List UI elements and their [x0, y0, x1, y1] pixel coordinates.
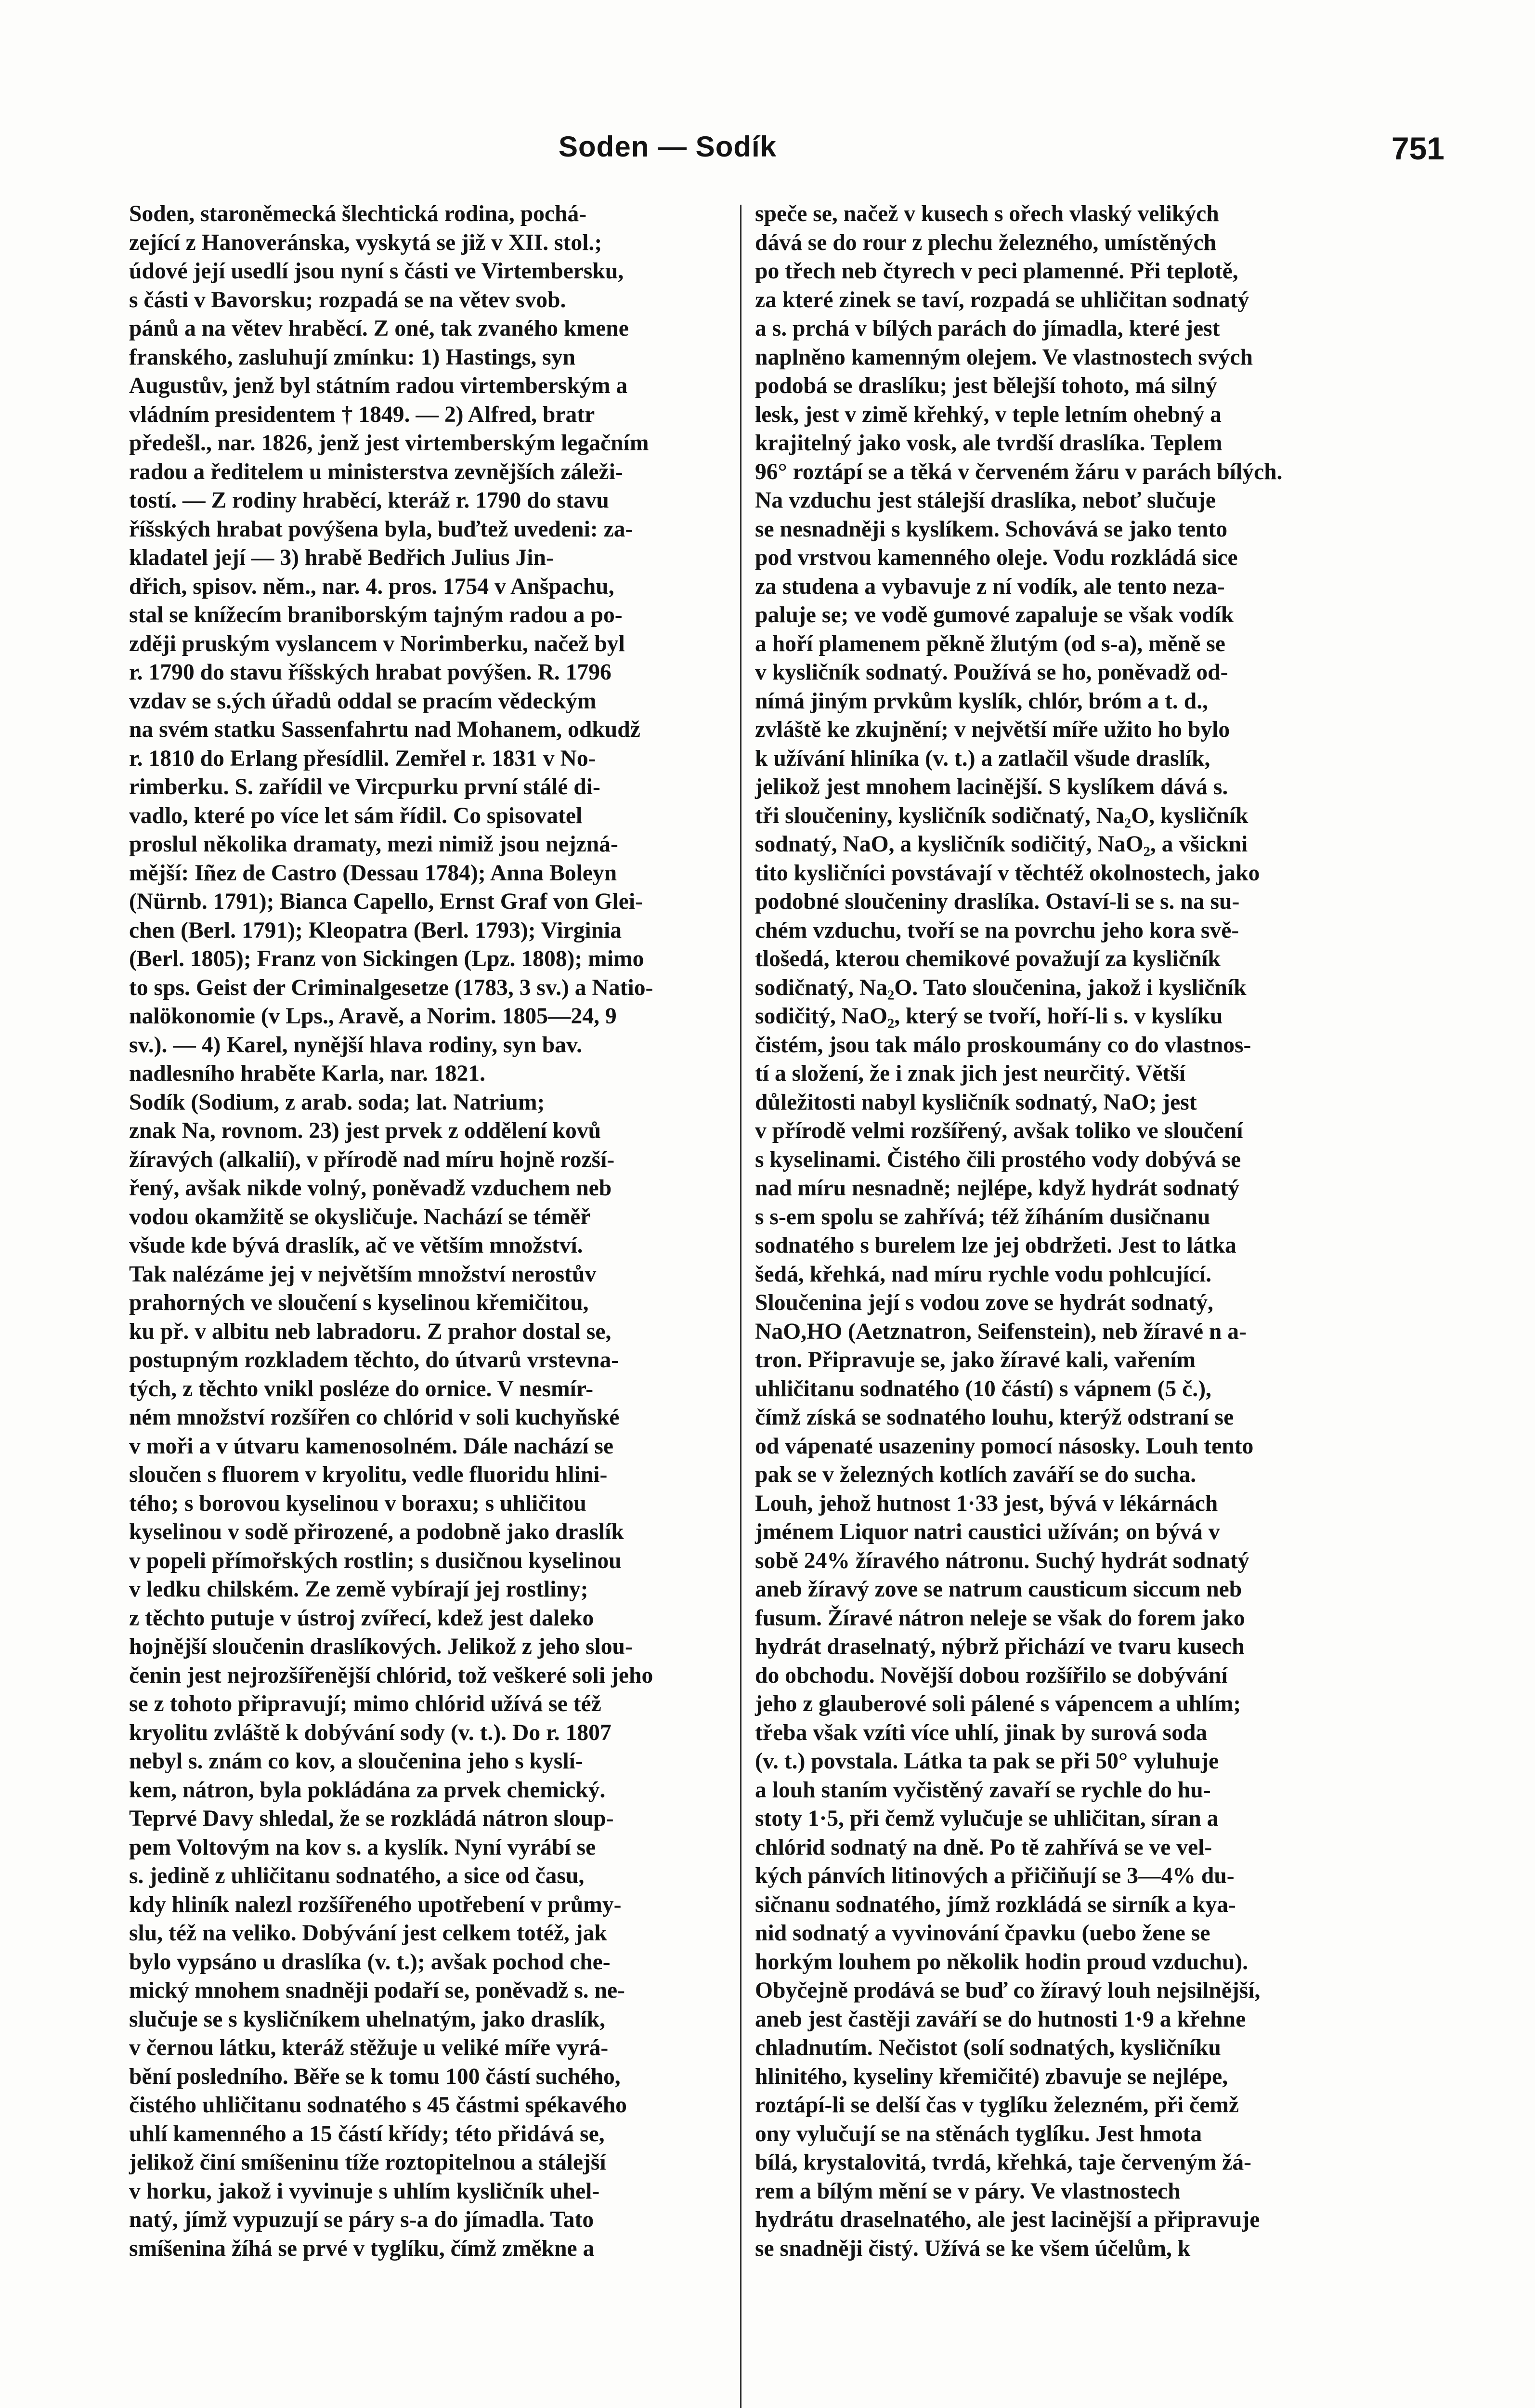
- text-line: ony vylučují se na stěnách tyglíku. Jest hmota: [755, 2121, 1202, 2146]
- text-line: Sodík (Sodium, z arab. soda; lat. Natrium;: [129, 1089, 545, 1115]
- text-line: r. 1810 do Erlang přesídlil. Zemřel r. 1831 v No-: [129, 746, 596, 771]
- text-line: hlinitého, kyseliny křemičité) zbavuje se nejlépe,: [755, 2064, 1228, 2089]
- text-line: rem a bílým mění se v páry. Ve vlastnostech: [755, 2178, 1181, 2204]
- text-line: čistého uhličitanu sodnatého s 45 částmi spékavého: [129, 2093, 627, 2118]
- text-line: tého; s borovou kyselinou v boraxu; s uhličitou: [129, 1491, 586, 1516]
- text-line: nid sodnatý a vyvinování čpavku (uebo žene se: [755, 1921, 1210, 1946]
- text-line: kých pánvích litinových a přičiňují se 3—4% du-: [755, 1863, 1235, 1888]
- text-line: se z tohoto připravují; mimo chlórid užívá se též: [129, 1691, 601, 1716]
- text-line: kyselinou v sodě přirozené, a podobně jako draslík: [129, 1519, 624, 1544]
- text-line: zející z Hanoveránska, vyskytá se již v XII. stol.;: [129, 230, 602, 255]
- text-line: franského, zasluhují zmínku: 1) Hastings, syn: [129, 344, 575, 370]
- text-line: a s. prchá v bílých parách do jímadla, které jest: [755, 316, 1220, 341]
- text-line: jelikož činí smíšeninu tíže roztopitelnou a stálejší: [129, 2150, 606, 2175]
- text-line: mější: Iñez de Castro (Dessau 1784); Anna Boleyn: [129, 860, 617, 886]
- text-line: Sloučenina její s vodou zove se hydrát sodnatý,: [755, 1290, 1213, 1315]
- text-line: s. jedině z uhličitanu sodnatého, a sice od času,: [129, 1863, 585, 1888]
- text-line: nímá jiným prvkům kyslík, chlór, bróm a t. d.,: [755, 688, 1208, 714]
- text-line: postupným rozkladem těchto, do útvarů vrstevna-: [129, 1348, 619, 1373]
- text-line: tron. Připravuje se, jako žíravé kali, vařením: [755, 1348, 1196, 1373]
- text-line: uhličitanu sodnatého (10 částí) s vápnem (5 č.),: [755, 1376, 1211, 1401]
- text-line: tí a složení, že i znak jich jest neurčitý. Větší: [755, 1061, 1185, 1086]
- text-line: od vápenaté usazeniny pomocí násosky. Louh tento: [755, 1433, 1254, 1459]
- text-line: čenin jest nejrozšířenější chlórid, tož veškeré soli jeho: [129, 1662, 653, 1688]
- text-line: natý, jímž vypuzují se páry s-a do jímadla. Tato: [129, 2207, 594, 2232]
- text-line: sodnatého s burelem lze jej obdržeti. Jest to látka: [755, 1233, 1236, 1258]
- text-line: nad míru nesnadně; nejlépe, když hydrát sodnatý: [755, 1176, 1240, 1201]
- text-line: kdy hliník nalezl rozšířeného upotřebení v průmy-: [129, 1892, 622, 1917]
- text-line: 96° roztápí se a těká v červeném žáru v parách bílých.: [755, 459, 1283, 484]
- text-line: speče se, načež v kusech s ořech vlaský velikých: [755, 201, 1219, 226]
- text-line: chladnutím. Nečistot (solí sodnatých, kysličníku: [755, 2035, 1221, 2060]
- text-line: sodičitý, NaO₂, který se tvoří, hoří-li s. v kyslíku: [755, 1004, 1223, 1029]
- text-line: vládním presidentem † 1849. — 2) Alfred, bratr: [129, 402, 595, 427]
- text-line: znak Na, rovnom. 23) jest prvek z oddělení kovů: [129, 1118, 601, 1143]
- column-divider: [740, 205, 741, 2408]
- text-line: Na vzduchu jest stálejší draslíka, neboť slučuje: [755, 488, 1216, 513]
- text-line: to sps. Geist der Criminalgesetze (1783, 3 sv.) a Natio-: [129, 975, 653, 1000]
- text-line: vodou okamžitě se okysličuje. Nachází se téměř: [129, 1204, 591, 1230]
- text-line: proslul několika dramaty, mezi nimiž jsou nejzná-: [129, 832, 618, 857]
- text-line: v přírodě velmi rozšířený, avšak toliko ve sloučení: [755, 1118, 1243, 1143]
- text-line: jménem Liquor natri caustici užíván; on bývá v: [755, 1519, 1220, 1544]
- text-line: nalökonomie (v Lps., Aravě, a Norim. 1805—24, 9: [129, 1004, 617, 1029]
- text-line: kem, nátron, byla pokládána za prvek chemický.: [129, 1777, 606, 1803]
- text-line: tito kysličníci povstávají v těchtéž okolnostech, jako: [755, 860, 1260, 886]
- text-line: v černou látku, kteráž stěžuje u veliké míře vyrá-: [129, 2035, 609, 2060]
- page-header: [125, 130, 1444, 178]
- text-line: po třech neb čtyrech v peci plamenné. Při teplotě,: [755, 259, 1238, 284]
- text-line: (v. t.) povstala. Látka ta pak se při 50° vyluhuje: [755, 1749, 1219, 1774]
- text-line: Augustův, jenž byl státním radou virtemberským a: [129, 373, 628, 398]
- text-line: (Berl. 1805); Franz von Sickingen (Lpz. 1808); mimo: [129, 946, 644, 971]
- text-line: tři sloučeniny, kysličník sodičnatý, Na₂O, kysličník: [755, 803, 1249, 828]
- text-line: důležitosti nabyl kysličník sodnatý, NaO; jest: [755, 1089, 1197, 1115]
- text-line: hydrátu draselnatého, ale jest lacinější a připravuje: [755, 2207, 1260, 2232]
- left-text-column: [129, 200, 750, 2263]
- text-line: stal se knížecím braniborským tajným radou a po-: [129, 602, 623, 628]
- text-line: r. 1790 do stavu říšských hrabat povýšen. R. 1796: [129, 660, 611, 685]
- text-line: kladatel její — 3) hrabě Bedřich Julius Jin-: [129, 545, 554, 570]
- text-line: s s-em spolu se zahřívá; též žíháním dusičnanu: [755, 1204, 1210, 1230]
- text-line: horkým louhem po několik hodin proud vzduchu).: [755, 1949, 1249, 1975]
- text-line: a louh staním vyčistěný zavaří se rychle do hu-: [755, 1777, 1211, 1803]
- text-line: ném množství rozšířen co chlórid v soli kuchyňské: [129, 1405, 620, 1430]
- text-line: hojnější sloučenin draslíkových. Jelikož z jeho slou-: [129, 1634, 633, 1659]
- text-line: sloučen s fluorem v kryolitu, vedle fluoridu hlini-: [129, 1462, 608, 1487]
- text-line: se snadněji čistý. Užívá se ke všem účelům, k: [755, 2236, 1191, 2261]
- text-line: v moři a v útvaru kamenosolném. Dále nachází se: [129, 1433, 614, 1459]
- text-line: z těchto putuje v ústroj zvířecí, kdež jest daleko: [129, 1605, 594, 1631]
- text-line: paluje se; ve vodě gumové zapaluje se však vodík: [755, 602, 1234, 628]
- text-line: roztápí-li se delší čas v tyglíku železném, při čemž: [755, 2093, 1239, 2118]
- text-line: za studena a vybavuje z ní vodík, ale tento neza-: [755, 574, 1225, 599]
- text-line: aneb žíravý zove se natrum causticum siccum neb: [755, 1577, 1242, 1602]
- text-line: chen (Berl. 1791); Kleopatra (Berl. 1793); Virginia: [129, 917, 622, 943]
- text-line: všude kde bývá draslík, ač ve větším množství.: [129, 1233, 583, 1258]
- text-line: šedá, křehká, nad míru rychle vodu pohlcující.: [755, 1261, 1212, 1287]
- text-line: zvláště ke zkujnění; v největší míře užito ho bylo: [755, 717, 1230, 742]
- text-line: ku př. v albitu neb labradoru. Z prahor dostal se,: [129, 1319, 611, 1344]
- text-line: pem Voltovým na kov s. a kyslík. Nyní vyrábí se: [129, 1834, 596, 1860]
- text-line: podobá se draslíku; jest bělejší tohoto, má silný: [755, 373, 1217, 398]
- text-line: s kyselinami. Čistého čili prostého vody dobývá se: [755, 1147, 1241, 1172]
- right-text-column: [755, 200, 1376, 2263]
- text-line: Soden, staroněmecká šlechtická rodina, pochá-: [129, 201, 587, 226]
- running-title: Soden — Sodík: [559, 131, 777, 163]
- text-line: chlórid sodnatý na dně. Po tě zahřívá se ve vel-: [755, 1834, 1212, 1860]
- text-line: nadlesního hraběte Karla, nar. 1821.: [129, 1061, 485, 1086]
- text-line: vzdav se s.ých úřadů oddal se pracím vědeckým: [129, 688, 597, 714]
- text-line: bylo vypsáno u draslíka (v. t.); avšak pochod che-: [129, 1949, 611, 1975]
- text-line: říšských hrabat povýšena byla, buďtež uvedeni: za-: [129, 516, 633, 542]
- text-line: dává se do rour z plechu železného, umístěných: [755, 230, 1217, 255]
- text-line: krajitelný jako vosk, ale tvrdší draslíka. Teplem: [755, 431, 1223, 456]
- text-line: radou a ředitelem u ministerstva zevnějších záleži-: [129, 459, 623, 484]
- text-line: bílá, krystalovitá, tvrdá, křehká, taje červeným žá-: [755, 2150, 1252, 2175]
- text-line: bění posledního. Běře se k tomu 100 částí suchého,: [129, 2064, 621, 2089]
- text-line: tlošedá, kterou chemikové považují za kysličník: [755, 946, 1221, 971]
- text-line: k užívání hliníka (v. t.) a zatlačil všude draslík,: [755, 746, 1210, 771]
- text-line: naplněno kamenným olejem. Ve vlastnostech svých: [755, 344, 1253, 370]
- text-line: v horku, jakož i vyvinuje s uhlím kysličník uhel-: [129, 2178, 600, 2204]
- text-line: vadlo, které po více let sám řídil. Co spisovatel: [129, 803, 583, 828]
- text-line: do obchodu. Novější dobou rozšířilo se dobývání: [755, 1662, 1228, 1688]
- text-line: zději pruským vyslancem v Norimberku, načež byl: [129, 631, 625, 656]
- text-line: na svém statku Sassenfahrtu nad Mohanem, odkudž: [129, 717, 640, 742]
- text-line: čímž získá se sodnatého louhu, kterýž odstraní se: [755, 1405, 1234, 1430]
- text-line: slu, též na veliko. Dobývání jest celkem totéž, jak: [129, 1921, 607, 1946]
- text-line: tostí. — Z rodiny hraběcí, kteráž r. 1790 do stavu: [129, 488, 609, 513]
- text-line: slučuje se s kysličníkem uhelnatým, jako draslík,: [129, 2006, 606, 2032]
- text-line: v kysličník sodnatý. Používá se ho, poněvadž od-: [755, 660, 1228, 685]
- text-line: řený, avšak nikde volný, poněvadž vzduchem neb: [129, 1176, 612, 1201]
- text-line: pánů a na větev hraběcí. Z oné, tak zvaného kmene: [129, 316, 629, 341]
- text-line: uhlí kamenného a 15 částí křídy; této přidává se,: [129, 2121, 605, 2146]
- text-line: Tak nalézáme jej v největším množství nerostův: [129, 1261, 597, 1287]
- text-line: fusum. Žíravé nátron neleje se však do forem jako: [755, 1605, 1245, 1631]
- text-line: za které zinek se taví, rozpadá se uhličitan sodnatý: [755, 287, 1249, 313]
- text-line: sobě 24% žíravého nátronu. Suchý hydrát sodnatý: [755, 1548, 1249, 1573]
- text-line: pod vrstvou kamenného oleje. Vodu rozkládá sice: [755, 545, 1238, 570]
- text-line: dřich, spisov. něm., nar. 4. pros. 1754 v Anšpachu,: [129, 574, 614, 599]
- text-line: smíšenina žíhá se prvé v tyglíku, čímž změkne a: [129, 2236, 595, 2261]
- text-line: sičnanu sodnatého, jímž rozkládá se sirník a kya-: [755, 1892, 1236, 1917]
- text-line: se nesnadněji s kyslíkem. Schovává se jako tento: [755, 516, 1228, 542]
- text-line: tých, z těchto vnikl posléze do ornice. V nesmír-: [129, 1376, 594, 1401]
- text-line: třeba však vzíti více uhlí, jinak by surová soda: [755, 1720, 1208, 1745]
- text-line: žíravých (alkalií), v přírodě nad míru hojně rozší-: [129, 1147, 615, 1172]
- text-line: v popeli přímořských rostlin; s dusičnou kyselinou: [129, 1548, 622, 1573]
- text-line: rimberku. S. zařídil ve Vircpurku první stálé di-: [129, 774, 600, 799]
- text-line: sodnatý, NaO, a kysličník sodičitý, NaO₂, a všickni: [755, 832, 1248, 857]
- text-line: (Nürnb. 1791); Bianca Capello, Ernst Graf von Glei-: [129, 889, 643, 914]
- text-line: NaO,HO (Aetznatron, Seifenstein), neb žíravé n a-: [755, 1319, 1247, 1344]
- text-line: čistém, jsou tak málo proskoumány co do vlastnos-: [755, 1032, 1251, 1058]
- text-line: údové její usedlí jsou nyní s části ve Virtembersku,: [129, 259, 624, 284]
- text-line: sv.). — 4) Karel, nynější hlava rodiny, syn bav.: [129, 1032, 583, 1058]
- page-number: 751: [1391, 131, 1444, 166]
- text-line: v ledku chilském. Ze země vybírají jej rostliny;: [129, 1577, 588, 1602]
- text-line: a hoří plamenem pěkně žlutým (od s-a), měně se: [755, 631, 1225, 656]
- text-line: stoty 1·5, při čemž vylučuje se uhličitan, síran a: [755, 1806, 1219, 1831]
- text-line: nebyl s. znám co kov, a sloučenina jeho s kyslí-: [129, 1749, 583, 1774]
- text-line: Teprvé Davy shledal, že se rozkládá nátron sloup-: [129, 1806, 614, 1831]
- text-line: mický mnohem snadněji podaří se, poněvadž s. ne-: [129, 1978, 625, 2003]
- text-line: chém vzduchu, tvoří se na povrchu jeho kora svě-: [755, 917, 1239, 943]
- text-line: pak se v železných kotlích zaváří se do sucha.: [755, 1462, 1197, 1487]
- text-line: Louh, jehož hutnost 1·33 jest, bývá v lékárnách: [755, 1491, 1218, 1516]
- text-line: aneb jest častěji zaváří se do hutnosti 1·9 a křehne: [755, 2006, 1246, 2032]
- text-line: jelikož jest mnohem lacinější. S kyslíkem dává s.: [755, 774, 1228, 799]
- text-line: lesk, jest v zimě křehký, v teple letním ohebný a: [755, 402, 1222, 427]
- text-line: podobné sloučeniny draslíka. Ostaví-li se s. na su-: [755, 889, 1240, 914]
- text-line: hydrát draselnatý, nýbrž přichází ve tvaru kusech: [755, 1634, 1245, 1659]
- text-line: předešl., nar. 1826, jenž jest virtemberským legačním: [129, 431, 649, 456]
- text-line: s části v Bavorsku; rozpadá se na větev svob.: [129, 287, 566, 313]
- text-line: kryolitu zvláště k dobývání sody (v. t.). Do r. 1807: [129, 1720, 611, 1745]
- text-line: prahorných ve sloučení s kyselinou křemičitou,: [129, 1290, 589, 1315]
- text-line: Obyčejně prodává se buď co žíravý louh nejsilnější,: [755, 1978, 1261, 2003]
- text-line: sodičnatý, Na₂O. Tato sloučenina, jakož i kysličník: [755, 975, 1247, 1000]
- text-line: jeho z glauberové soli pálené s vápencem a uhlím;: [755, 1691, 1241, 1716]
